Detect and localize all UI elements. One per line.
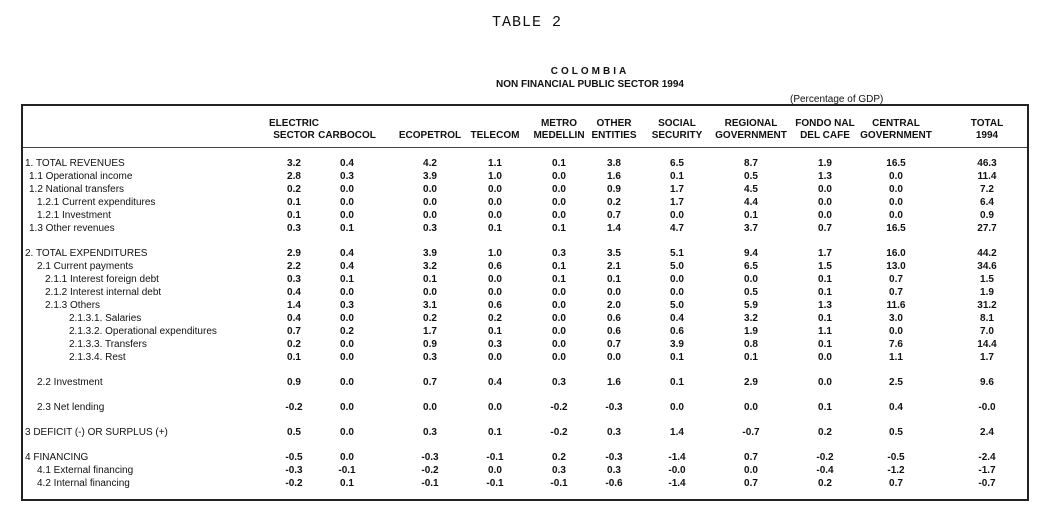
table-cell: 0.0 — [488, 197, 502, 208]
table-cell: 14.4 — [977, 339, 997, 350]
table-cell: 0.7 — [889, 478, 903, 489]
table-cell: 0.0 — [818, 210, 832, 221]
table-cell: 1.7 — [670, 197, 684, 208]
table-cell: -1.2 — [887, 465, 905, 476]
table-cell: 0.0 — [889, 171, 903, 182]
table-cell: 0.1 — [744, 352, 758, 363]
row-label: 1.2 National transfers — [29, 184, 125, 195]
table-cell: 0.0 — [670, 287, 684, 298]
table-cell: 9.6 — [980, 377, 994, 388]
table-cell: 0.7 — [889, 274, 903, 285]
table-cell: 0.6 — [488, 261, 502, 272]
table-cell: 0.0 — [340, 352, 354, 363]
table-cell: 0.0 — [423, 184, 437, 195]
table-cell: 11.4 — [977, 171, 997, 182]
table-row — [23, 170, 1027, 183]
table-row — [23, 209, 1027, 222]
table-cell: 0.1 — [818, 402, 832, 413]
table-cell: 2.2 — [287, 261, 301, 272]
table-row — [23, 222, 1027, 235]
table-cell: 1.7 — [423, 326, 437, 337]
table-cell: 0.0 — [552, 197, 566, 208]
table-cell: 1.7 — [818, 248, 832, 259]
table-cell: -0.6 — [605, 478, 623, 489]
column-header-line1: CENTRAL — [872, 118, 920, 129]
table-cell: 0.3 — [423, 427, 437, 438]
row-label: 2. TOTAL EXPENDITURES — [25, 248, 148, 259]
row-label: 2.1.3.1. Salaries — [69, 313, 142, 324]
table-cell: 5.0 — [670, 300, 684, 311]
table-cell: 1.5 — [818, 261, 832, 272]
table-cell: -0.2 — [550, 402, 568, 413]
column-header-line2: GOVERNMENT — [860, 130, 932, 141]
table-cell: 0.2 — [340, 326, 354, 337]
table-cell: 9.4 — [744, 248, 758, 259]
table-cell: 3.9 — [423, 248, 437, 259]
table-cell: 16.0 — [886, 248, 906, 259]
table-cell: 11.6 — [886, 300, 906, 311]
table-cell: 2.1 — [607, 261, 621, 272]
table-cell: 3.2 — [423, 261, 437, 272]
table-cell: 0.0 — [488, 287, 502, 298]
table-cell: 0.0 — [552, 287, 566, 298]
table-cell: 0.0 — [818, 352, 832, 363]
table-cell: 7.0 — [980, 326, 994, 337]
table-cell: 1.1 — [889, 352, 903, 363]
row-label: 2.1 Current payments — [37, 261, 134, 272]
table-cell: 0.0 — [818, 377, 832, 388]
table-cell: 0.1 — [670, 377, 684, 388]
table-cell: 0.7 — [607, 210, 621, 221]
table-cell: -0.4 — [816, 465, 834, 476]
table-cell: 0.6 — [670, 326, 684, 337]
table-cell: 0.9 — [287, 377, 301, 388]
table-cell: 0.1 — [670, 352, 684, 363]
column-header-line1: SOCIAL — [658, 118, 696, 129]
column-header-line2: CARBOCOL — [318, 130, 376, 141]
table-cell: 0.0 — [744, 402, 758, 413]
table-cell: 0.2 — [423, 313, 437, 324]
table-cell: 16.5 — [886, 223, 906, 234]
table-cell: 0.0 — [423, 287, 437, 298]
table-cell: 0.3 — [287, 274, 301, 285]
table-cell: 0.1 — [818, 313, 832, 324]
table-cell: 2.0 — [607, 300, 621, 311]
table-cell: 0.4 — [488, 377, 502, 388]
table-cell: 0.0 — [488, 402, 502, 413]
table-cell: 0.0 — [818, 197, 832, 208]
table-cell: 6.4 — [980, 197, 994, 208]
table-cell: -0.3 — [605, 402, 623, 413]
table-cell: -0.1 — [421, 478, 439, 489]
table-cell: -0.2 — [550, 427, 568, 438]
column-header-line1: TOTAL — [970, 118, 1004, 129]
row-label: 2.1.3.2. Operational expenditures — [69, 326, 217, 337]
table-cell: 1.6 — [607, 171, 621, 182]
table-cell: 0.1 — [552, 274, 566, 285]
column-header-line2: 1994 — [975, 130, 999, 141]
row-label: 1.2.1 Investment — [37, 210, 111, 221]
table-cell: 0.0 — [889, 210, 903, 221]
table-cell: 0.1 — [488, 223, 502, 234]
table-cell: 0.3 — [340, 171, 354, 182]
table-cell: 0.1 — [340, 478, 354, 489]
table-cell: 0.5 — [889, 427, 903, 438]
table-cell: 0.0 — [670, 210, 684, 221]
table-cell: 0.1 — [818, 274, 832, 285]
column-header-line1: REGIONAL — [724, 118, 778, 129]
table-row — [23, 312, 1027, 325]
table-cell: 0.7 — [818, 223, 832, 234]
table-cell: 0.3 — [340, 300, 354, 311]
table-cell: -2.4 — [978, 452, 996, 463]
table-cell: 1.9 — [980, 287, 994, 298]
table-cell: 0.0 — [744, 465, 758, 476]
table-cell: 4.5 — [744, 184, 758, 195]
table-cell: 0.0 — [488, 210, 502, 221]
country-title: COLOMBIA — [550, 66, 630, 77]
row-label: 2.1.3 Others — [45, 300, 101, 311]
table-row — [23, 325, 1027, 338]
table-cell: 5.1 — [670, 248, 684, 259]
table-subtitle: NON FINANCIAL PUBLIC SECTOR 1994 — [496, 79, 684, 90]
table-cell: 0.0 — [889, 326, 903, 337]
table-cell: 1.4 — [607, 223, 621, 234]
table-cell: 0.0 — [340, 313, 354, 324]
table-row — [23, 477, 1027, 490]
header-rule — [23, 147, 1027, 148]
table-cell: 0.2 — [287, 339, 301, 350]
table-cell: 0.1 — [340, 223, 354, 234]
table-cell: 0.1 — [552, 223, 566, 234]
table-cell: 0.7 — [607, 339, 621, 350]
table-cell: 0.0 — [423, 210, 437, 221]
table-cell: 4.4 — [744, 197, 758, 208]
row-label: 1. TOTAL REVENUES — [25, 158, 125, 169]
table-cell: -1.7 — [978, 465, 996, 476]
table-cell: -1.4 — [668, 478, 686, 489]
table-cell: 0.1 — [287, 352, 301, 363]
row-label: 2.1.3.3. Transfers — [69, 339, 147, 350]
table-cell: 31.2 — [977, 300, 997, 311]
table-row — [23, 196, 1027, 209]
table-row — [23, 273, 1027, 286]
table-cell: 0.6 — [607, 313, 621, 324]
table-cell: 0.0 — [340, 287, 354, 298]
table-cell: 0.0 — [340, 377, 354, 388]
table-cell: 0.7 — [423, 377, 437, 388]
table-row — [23, 376, 1027, 389]
table-cell: 1.3 — [818, 171, 832, 182]
table-row — [23, 157, 1027, 170]
table-cell: 0.4 — [340, 158, 354, 169]
table-cell: 44.2 — [977, 248, 997, 259]
table-cell: 1.0 — [488, 248, 502, 259]
table-cell: 3.2 — [744, 313, 758, 324]
table-cell: 8.1 — [980, 313, 994, 324]
unit-note: (Percentage of GDP) — [790, 94, 884, 105]
table-cell: 0.2 — [287, 184, 301, 195]
table-cell: 0.0 — [340, 402, 354, 413]
table-cell: -0.2 — [816, 452, 834, 463]
table-cell: -0.7 — [978, 478, 996, 489]
table-cell: 0.5 — [744, 287, 758, 298]
table-cell: 0.7 — [744, 452, 758, 463]
table-cell: 3.9 — [670, 339, 684, 350]
table-cell: 0.9 — [423, 339, 437, 350]
table-cell: 0.3 — [488, 339, 502, 350]
table-cell: 0.0 — [488, 184, 502, 195]
table-cell: -0.7 — [742, 427, 760, 438]
table-cell: 1.5 — [980, 274, 994, 285]
table-cell: 7.6 — [889, 339, 903, 350]
column-header-line2: TELECOM — [470, 130, 520, 141]
table-cell: -0.1 — [486, 452, 504, 463]
table-cell: 0.0 — [340, 339, 354, 350]
table-cell: 0.3 — [423, 223, 437, 234]
table-cell: -0.3 — [285, 465, 303, 476]
table-cell: 0.1 — [552, 158, 566, 169]
table-cell: 3.1 — [423, 300, 437, 311]
table-cell: 27.7 — [977, 223, 997, 234]
table-cell: 0.7 — [889, 287, 903, 298]
table-cell: 2.5 — [889, 377, 903, 388]
table-cell: 0.3 — [552, 248, 566, 259]
table-frame — [21, 104, 1029, 501]
table-cell: -1.4 — [668, 452, 686, 463]
table-cell: 0.3 — [552, 377, 566, 388]
table-cell: 0.0 — [889, 184, 903, 195]
column-header-line1: FONDO NAL — [795, 118, 855, 129]
table-cell: 0.7 — [287, 326, 301, 337]
table-cell: 6.5 — [670, 158, 684, 169]
table-cell: 0.0 — [340, 197, 354, 208]
table-cell: 0.1 — [340, 274, 354, 285]
table-cell: 0.0 — [488, 274, 502, 285]
table-cell: 0.1 — [607, 274, 621, 285]
table-cell: 0.3 — [552, 465, 566, 476]
table-cell: 1.1 — [818, 326, 832, 337]
table-cell: 1.9 — [818, 158, 832, 169]
table-row — [23, 464, 1027, 477]
row-label: 2.2 Investment — [37, 377, 103, 388]
table-cell: 0.0 — [340, 184, 354, 195]
row-label: 2.1.1 Interest foreign debt — [45, 274, 159, 285]
table-cell: -0.0 — [978, 402, 996, 413]
table-row — [23, 338, 1027, 351]
table-cell: -0.1 — [550, 478, 568, 489]
table-cell: 0.1 — [423, 274, 437, 285]
table-cell: 0.4 — [287, 313, 301, 324]
table-cell: -0.2 — [421, 465, 439, 476]
table-cell: 16.5 — [886, 158, 906, 169]
row-label: 4.2 Internal financing — [37, 478, 130, 489]
table-cell: 0.4 — [889, 402, 903, 413]
table-cell: 34.6 — [977, 261, 997, 272]
row-label: 1.2.1 Current expenditures — [37, 197, 156, 208]
table-cell: 0.0 — [423, 197, 437, 208]
table-cell: 0.5 — [287, 427, 301, 438]
table-cell: 0.6 — [607, 326, 621, 337]
table-row — [23, 247, 1027, 260]
table-cell: 0.2 — [607, 197, 621, 208]
table-row — [23, 299, 1027, 312]
table-cell: 0.0 — [423, 402, 437, 413]
table-cell: 1.0 — [488, 171, 502, 182]
table-cell: 0.0 — [670, 274, 684, 285]
table-cell: 0.6 — [488, 300, 502, 311]
table-cell: 1.7 — [980, 352, 994, 363]
row-label: 1.3 Other revenues — [29, 223, 115, 234]
table-cell: 0.3 — [607, 427, 621, 438]
table-cell: 46.3 — [977, 158, 997, 169]
table-cell: 0.2 — [818, 427, 832, 438]
table-row — [23, 426, 1027, 439]
column-header-line2: ECOPETROL — [398, 130, 462, 141]
table-cell: 3.7 — [744, 223, 758, 234]
table-row — [23, 286, 1027, 299]
table-cell: 0.0 — [552, 184, 566, 195]
table-cell: 0.9 — [980, 210, 994, 221]
table-cell: -0.0 — [668, 465, 686, 476]
table-cell: -0.2 — [285, 402, 303, 413]
table-cell: 0.8 — [744, 339, 758, 350]
table-cell: 0.1 — [818, 339, 832, 350]
table-cell: 0.1 — [670, 171, 684, 182]
table-cell: 1.7 — [670, 184, 684, 195]
table-cell: 0.5 — [744, 171, 758, 182]
table-row — [23, 451, 1027, 464]
table-cell: 3.0 — [889, 313, 903, 324]
column-header-line2: SECTOR — [273, 130, 315, 141]
table-row — [23, 401, 1027, 414]
table-cell: 0.0 — [552, 326, 566, 337]
table-cell: 7.2 — [980, 184, 994, 195]
table-cell: 0.4 — [670, 313, 684, 324]
table-cell: 3.5 — [607, 248, 621, 259]
table-cell: -0.5 — [887, 452, 905, 463]
column-header-line1: METRO — [540, 118, 578, 129]
table-cell: 0.0 — [552, 352, 566, 363]
table-cell: 5.0 — [670, 261, 684, 272]
table-cell: 1.6 — [607, 377, 621, 388]
column-header — [927, 118, 1047, 142]
table-cell: 0.1 — [818, 287, 832, 298]
table-cell: 0.3 — [607, 465, 621, 476]
table-cell: 0.0 — [607, 287, 621, 298]
table-cell: -0.3 — [605, 452, 623, 463]
table-cell: 0.0 — [670, 402, 684, 413]
row-label: 4 FINANCING — [25, 452, 89, 463]
table-row — [23, 351, 1027, 364]
table-cell: 8.7 — [744, 158, 758, 169]
table-cell: 0.9 — [607, 184, 621, 195]
column-header-line2: MEDELLIN — [533, 130, 585, 141]
table-row — [23, 183, 1027, 196]
table-cell: 0.2 — [552, 452, 566, 463]
table-cell: 0.1 — [488, 326, 502, 337]
table-cell: -0.1 — [338, 465, 356, 476]
column-header-line2: DEL CAFE — [800, 130, 850, 141]
column-header-line2: ENTITIES — [591, 130, 637, 141]
table-cell: 0.0 — [552, 300, 566, 311]
table-cell: 0.4 — [340, 248, 354, 259]
table-cell: -0.3 — [421, 452, 439, 463]
table-cell: 0.4 — [287, 287, 301, 298]
row-label: 4.1 External financing — [37, 465, 134, 476]
table-cell: 0.0 — [552, 339, 566, 350]
table-cell: 1.4 — [670, 427, 684, 438]
row-label: 3 DEFICIT (-) OR SURPLUS (+) — [25, 427, 168, 438]
table-cell: 3.9 — [423, 171, 437, 182]
table-cell: 4.2 — [423, 158, 437, 169]
table-cell: -0.1 — [486, 478, 504, 489]
table-cell: 1.1 — [488, 158, 502, 169]
table-cell: 0.1 — [287, 210, 301, 221]
table-cell: 0.0 — [488, 465, 502, 476]
table-cell: 0.0 — [552, 210, 566, 221]
table-cell: 0.0 — [744, 274, 758, 285]
table-cell: 0.0 — [340, 427, 354, 438]
table-cell: 1.4 — [287, 300, 301, 311]
table-number: TABLE 2 — [491, 14, 562, 31]
table-cell: 3.2 — [287, 158, 301, 169]
table-cell: 0.1 — [488, 427, 502, 438]
table-cell: 5.9 — [744, 300, 758, 311]
table-cell: 3.8 — [607, 158, 621, 169]
table-cell: 0.0 — [607, 352, 621, 363]
table-row — [23, 260, 1027, 273]
table-cell: 0.0 — [340, 452, 354, 463]
table-cell: 0.2 — [818, 478, 832, 489]
table-cell: 0.1 — [744, 210, 758, 221]
table-cell: 0.1 — [552, 261, 566, 272]
column-header-line2: SECURITY — [651, 130, 703, 141]
table-cell: 2.8 — [287, 171, 301, 182]
table-cell: 0.0 — [488, 352, 502, 363]
table-cell: 13.0 — [886, 261, 906, 272]
table-cell: 0.0 — [340, 210, 354, 221]
table-cell: 0.0 — [889, 197, 903, 208]
table-cell: 2.9 — [287, 248, 301, 259]
column-header-line2: GOVERNMENT — [715, 130, 787, 141]
table-cell: 0.1 — [287, 197, 301, 208]
column-header-line1: ELECTRIC — [269, 118, 319, 129]
table-cell: 6.5 — [744, 261, 758, 272]
row-label: 2.1.2 Interest internal debt — [45, 287, 162, 298]
table-cell: 2.4 — [980, 427, 994, 438]
row-label: 1.1 Operational income — [29, 171, 133, 182]
table-cell: 0.0 — [818, 184, 832, 195]
column-header-line1: OTHER — [596, 118, 632, 129]
table-cell: 0.3 — [287, 223, 301, 234]
table-cell: 4.7 — [670, 223, 684, 234]
row-label: 2.1.3.4. Rest — [69, 352, 126, 363]
table-cell: 1.3 — [818, 300, 832, 311]
table-cell: 1.9 — [744, 326, 758, 337]
table-cell: 0.3 — [423, 352, 437, 363]
table-cell: 0.7 — [744, 478, 758, 489]
table-cell: 2.9 — [744, 377, 758, 388]
table-cell: 0.0 — [552, 313, 566, 324]
row-label: 2.3 Net lending — [37, 402, 105, 413]
table-cell: -0.5 — [285, 452, 303, 463]
table-cell: 0.2 — [488, 313, 502, 324]
table-cell: 0.4 — [340, 261, 354, 272]
table-cell: -0.2 — [285, 478, 303, 489]
table-cell: 0.0 — [552, 171, 566, 182]
